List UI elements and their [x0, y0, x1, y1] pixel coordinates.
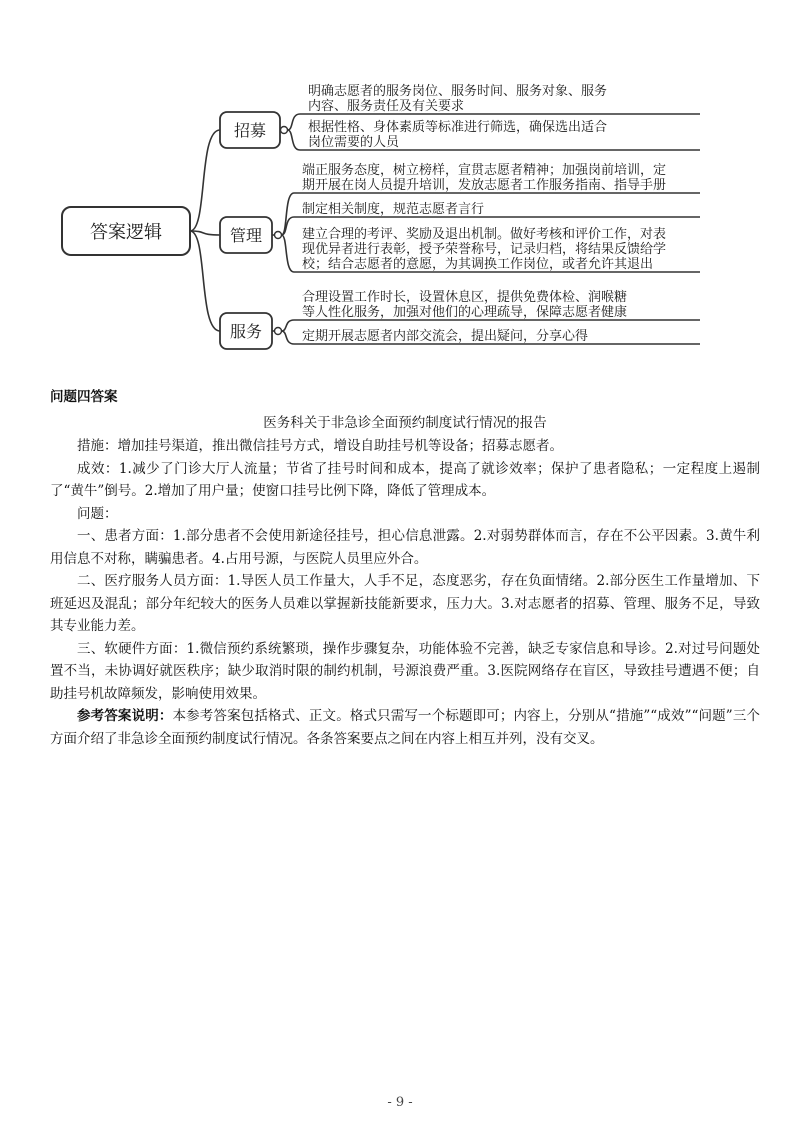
root-to-branch-connector — [190, 231, 220, 331]
mind-map-item-text: 合理设置工作时长，设置休息区，提供免费体检、润喉糖 — [302, 290, 628, 305]
problem-staff-paragraph: 二、医疗服务人员方面：1.导医人员工作量大，人手不足，态度恶劣，存在负面情绪。2.部分医生工作量增加、下班延迟及混乱；部分年纪较大的医务人员难以掌握新技能新要求，压力大。3.对志愿者的招募、管理、服务不足，导致其专业能力差。 — [50, 573, 760, 634]
mind-map-diagram — [0, 0, 800, 360]
mind-map-item-text: 岗位需要的人员 — [308, 135, 400, 150]
answer-section — [50, 385, 760, 750]
mind-map-item-text: 定期开展志愿者内部交流会，提出疑问，分享心得 — [302, 329, 589, 344]
mind-map-item-text: 期开展在岗人员提升培训，发放志愿者工作服务指南、指导手册 — [302, 178, 667, 193]
mind-map-item-text: 建立合理的考评、奖励及退出机制。做好考核和评价工作，对表 — [302, 227, 667, 242]
page-number: - 9 - — [387, 1095, 413, 1110]
mind-map-item-text: 现优异者进行表彰，授予荣誉称号，记录归档，将结果反馈给学 — [302, 242, 667, 257]
mind-map-item-text: 端正服务态度，树立榜样，宣贯志愿者精神；加强岗前培训，定 — [302, 163, 667, 178]
measures-paragraph: 措施：增加挂号渠道，推出微信挂号方式，增设自助挂号机等设备；招募志愿者。 — [77, 438, 563, 454]
answer-heading: 问题四答案 — [50, 389, 118, 405]
branch-node-label: 招募 — [233, 121, 267, 140]
answer-note-paragraph — [50, 705, 760, 750]
mind-map-item-text: 校；结合志愿者的意愿，为其调换工作岗位，或者允许其退出 — [302, 257, 654, 272]
effects-paragraph: 成效：1.减少了门诊大厅人流量；节省了挂号时间和成本，提高了就诊效率；保护了患者隐私；一定程度上遏制了“黄牛”倒号。2.增加了用户量；使窗口挂号比例下降，降低了管理成本。 — [50, 460, 760, 499]
problem-systems-paragraph: 三、软硬件方面：1.微信预约系统繁琐，操作步骤复杂，功能体验不完善，缺乏专家信息和导诊。2.对过号问题处置不当，未协调好就医秩序；缺少取消时限的制约机制，号源浪费严重。3.医院网络存在盲区，导致挂号遭遇不便；自助挂号机故障频发，影响使用效果。 — [50, 640, 760, 702]
answer-note-text: 本参考答案包括格式、正文。格式只需写一个标题即可；内容上，分别从“措施”“成效”“问题”三个方面介绍了非急诊全面预约制度试行情况。各条答案要点之间在内容上相互并列，没有交叉。 — [50, 708, 760, 747]
mind-map-item-text: 等人性化服务，加强对他们的心理疏导，保障志愿者健康 — [302, 305, 628, 320]
root-to-branch-connector — [190, 130, 220, 231]
mind-map-item-text: 内容、服务责任及有关要求 — [308, 99, 465, 114]
answer-note-label: 参考答案说明： — [77, 708, 173, 724]
branch-node-label: 管理 — [229, 226, 263, 245]
problem-patients-paragraph: 一、患者方面：1.部分患者不会使用新途径挂号，担心信息泄露。2.对弱势群体而言，存在不公平因素。3.黄牛利用信息不对称，瞒骗患者。4.占用号源，与医院人员里应外合。 — [50, 528, 760, 567]
mind-map-item-text: 根据性格、身体素质等标准进行筛选，确保选出适合 — [308, 120, 608, 135]
report-title: 医务科关于非急诊全面预约制度试行情况的报告 — [263, 415, 547, 431]
branch-junction-dot — [281, 127, 288, 134]
root-node-label: 答案逻辑 — [90, 222, 162, 243]
problems-label: 问题： — [77, 505, 118, 522]
branch-junction-dot — [275, 232, 282, 239]
mind-map-item-text: 制定相关制度，规范志愿者言行 — [302, 202, 485, 217]
branch-junction-dot — [275, 328, 282, 335]
branch-node-label: 服务 — [229, 322, 263, 341]
mind-map-item-text: 明确志愿者的服务岗位、服务时间、服务对象、服务 — [308, 84, 608, 99]
